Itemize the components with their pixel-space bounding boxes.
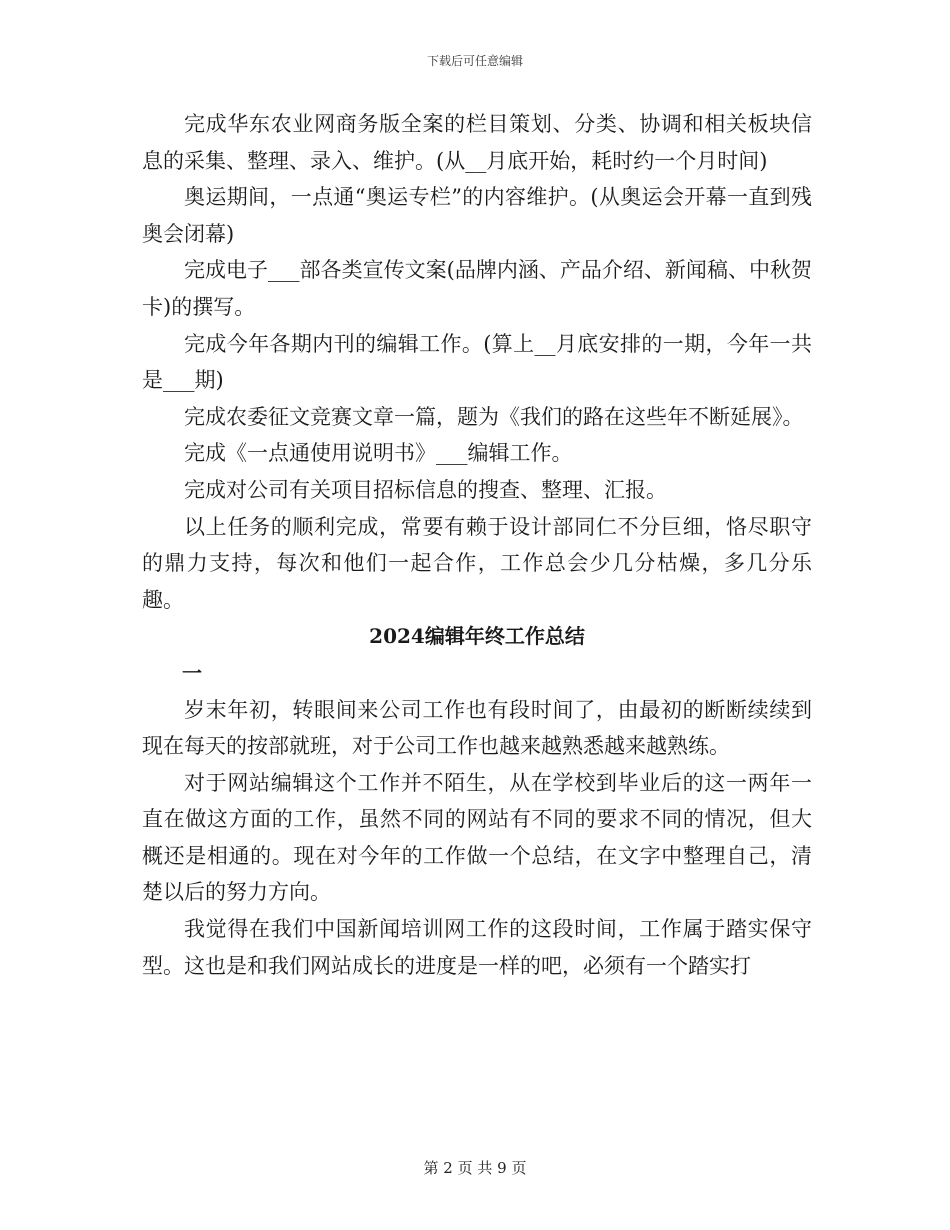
section-title: 2024编辑年终工作总结 — [369, 624, 585, 649]
paragraph: 奥运期间，一点通“奥运专栏”的内容维护。(从奥运会开幕一直到残奥会闭幕) — [142, 185, 812, 246]
document-body — [142, 106, 812, 984]
paragraph: 完成华东农业网商务版全案的栏目策划、分类、协调和相关板块信息的采集、整理、录入、维护。(从__月底开始，耗时约一个月时间) — [142, 112, 812, 173]
section-number: 一 — [182, 660, 202, 685]
page-number-footer: 第 2 页 共 9 页 — [423, 1159, 527, 1177]
header-note: 下载后可任意编辑 — [426, 54, 523, 68]
paragraph: 我觉得在我们中国新闻培训网工作的这段时间，工作属于踏实保守型。这也是和我们网站成长的进度是一样的吧，必须有一个踏实打 — [142, 917, 812, 978]
paragraph: 对于网站编辑这个工作并不陌生，从在学校到毕业后的这一两年一直在做这方面的工作，虽然不同的网站有不同的要求不同的情况，但大概还是相通的。现在对今年的工作做一个总结，在文字中整理自己，清楚以后的努力方向。 — [142, 770, 812, 905]
paragraph: 完成《一点通使用说明书》___编辑工作。 — [184, 441, 573, 466]
paragraph: 完成今年各期内刊的编辑工作。(算上__月底安排的一期，今年一共是___期) — [142, 331, 812, 393]
paragraph: 岁末年初，转眼间来公司工作也有段时间了，由最初的断断续续到现在每天的按部就班，对于公司工作也越来越熟悉越来越熟练。 — [142, 697, 812, 759]
paragraph: 以上任务的顺利完成，常要有赖于设计部同仁不分巨细，恪尽职守的鼎力支持，每次和他们一起合作，工作总会少几分枯燥，多几分乐趣。 — [142, 514, 812, 612]
paragraph: 完成对公司有关项目招标信息的搜查、整理、汇报。 — [184, 477, 667, 502]
paragraph: 完成电子___部各类宣传文案(品牌内涵、产品介绍、新闻稿、中秋贺卡)的撰写。 — [142, 258, 812, 319]
paragraph: 完成农委征文竞赛文章一篇，题为《我们的路在这些年不断延展》。 — [184, 404, 804, 429]
